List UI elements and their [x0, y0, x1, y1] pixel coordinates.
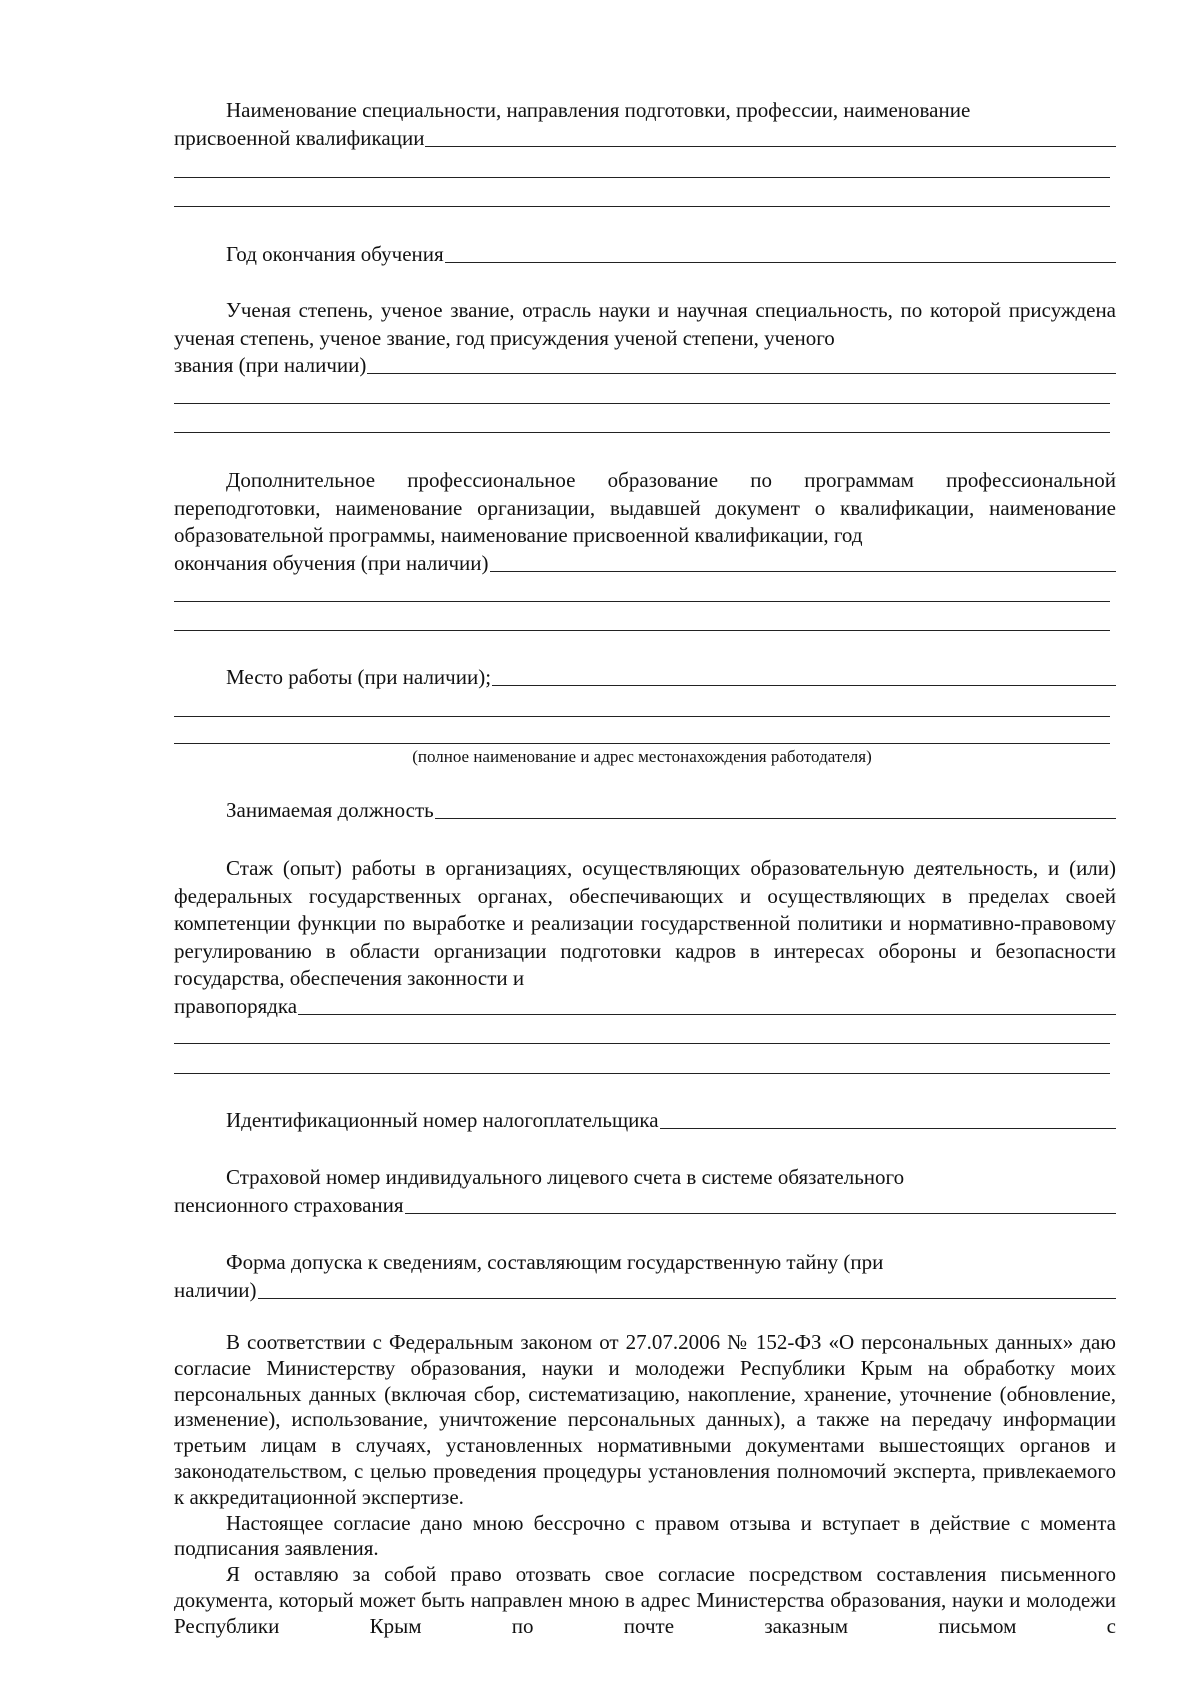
snils-underline	[405, 1212, 1116, 1214]
experience-line-2[interactable]	[174, 1043, 1110, 1044]
clearance-underline	[258, 1297, 1117, 1299]
snils-field	[174, 1164, 1116, 1219]
position-label: Занимаемая должность	[226, 798, 434, 822]
graduation-year-input[interactable]	[174, 241, 1116, 269]
clearance-label: наличии)	[174, 1277, 257, 1302]
graduation-year-label: Год окончания обучения	[226, 242, 444, 266]
workplace-line-3[interactable]	[174, 743, 1110, 744]
degree-field	[174, 297, 1116, 380]
specialty-field	[174, 97, 1116, 152]
degree-input[interactable]	[174, 352, 1116, 380]
degree-line-2[interactable]	[174, 403, 1110, 404]
workplace-input[interactable]	[174, 664, 1116, 692]
experience-underline	[298, 1013, 1116, 1015]
additional-education-line-3[interactable]	[174, 630, 1110, 631]
clearance-text-1: Форма допуска к сведениям, составляющим государственную тайну (при	[226, 1250, 884, 1274]
clearance-field	[174, 1249, 1116, 1304]
degree-text-1: Ученая степень, ученое звание, отрасль науки и научная специальность, по которой	[226, 298, 1001, 322]
degree-label: звания (при наличии)	[174, 353, 367, 378]
experience-field	[174, 855, 1116, 1021]
inn-underline	[660, 1127, 1116, 1129]
consent-paragraph-3: Я оставляю за собой право отозвать свое согласие посредством составления письменного документа, который может быть направлен мною в адрес Министерства образования, науки и молодежи Республики Крым по почте заказным письмом с	[174, 1562, 1116, 1638]
clearance-input[interactable]	[174, 1277, 1116, 1305]
workplace-label: Место работы (при наличии);	[226, 665, 492, 689]
snils-text-1: Страховой номер индивидуального лицевого счета в системе обязательного	[226, 1165, 905, 1189]
degree-text-2: присуждена ученая степень, ученое звание, год присуждения ученой степени, ученого	[174, 298, 1117, 350]
snils-label: пенсионного страхования	[174, 1192, 404, 1217]
workplace-caption: (полное наименование и адрес местонахождения работодателя)	[412, 747, 872, 766]
experience-label: правопорядка	[174, 993, 298, 1018]
specialty-text-1: Наименование специальности, направления подготовки, профессии, наименование	[226, 98, 971, 122]
position-underline	[435, 817, 1116, 819]
experience-text-3: пределах своей компетенции функции по выработке и реализации государственной	[174, 883, 1117, 936]
additional-education-field	[174, 467, 1116, 577]
additional-education-text-2: переподготовки, наименование организации, выдавшей документ о квалификации,	[174, 495, 975, 520]
experience-input[interactable]	[174, 993, 1116, 1021]
inn-input[interactable]	[174, 1107, 1116, 1135]
specialty-label: присвоенной квалификации	[174, 125, 425, 150]
experience-text-5: кадров в интересах обороны и безопасности государства, обеспечения законности и	[174, 938, 1117, 991]
specialty-line-2[interactable]	[174, 177, 1110, 178]
graduation-year-field	[174, 241, 1116, 269]
experience-line-3[interactable]	[174, 1073, 1110, 1074]
consent-paragraph-2: Настоящее согласие дано мною бессрочно с правом отзыва и вступает в действие с момента подписания заявления.	[174, 1510, 1117, 1561]
additional-education-input[interactable]	[174, 550, 1116, 578]
additional-education-text-1: Дополнительное профессиональное образование по программам профессиональной	[226, 468, 1116, 492]
workplace-field	[174, 664, 1116, 692]
consent-paragraph-1: В соответствии с Федеральным законом от 27.07.2006 № 152-ФЗ «О персональных данных» даю согласие Министерству образования, науки и молодежи Республики Крым на обработку моих персональных данных (включая сбор, систематизацию, накопление, хранение, уточнение (обновление, изменение), использование, уничтожение персональных данных), а также на передачу информации третьим лицам в случаях, установленных нормативными документами вышестоящих органов и законодательством, с целью проведения процедуры установления полномочий эксперта, привлекаемого к аккредитационной экспертизе.	[174, 1330, 1117, 1509]
inn-field	[174, 1107, 1116, 1135]
workplace-underline	[492, 684, 1116, 686]
specialty-line-3[interactable]	[174, 206, 1110, 207]
additional-education-underline	[490, 570, 1116, 572]
workplace-line-2[interactable]	[174, 716, 1110, 717]
additional-education-label: окончания обучения (при наличии)	[174, 550, 489, 575]
experience-text-1: Стаж (опыт) работы в организациях, осуществляющих образовательную деятельность,	[226, 856, 1039, 880]
consent-section	[174, 1330, 1116, 1640]
additional-education-line-2[interactable]	[174, 601, 1110, 602]
specialty-underline	[425, 145, 1116, 147]
snils-input[interactable]	[174, 1192, 1116, 1220]
specialty-input[interactable]	[174, 125, 1116, 153]
degree-line-3[interactable]	[174, 432, 1110, 433]
experience-text-2: и (или) федеральных государственных органах, обеспечивающих и осуществляющих в	[174, 856, 1117, 908]
additional-education-text-3: наименование образовательной программы, наименование присвоенной квалификации, год	[174, 495, 1116, 548]
experience-text-4: политики и нормативно-правовому регулированию в области организации подготовки	[174, 911, 1117, 963]
graduation-year-underline	[445, 261, 1116, 263]
position-field	[174, 797, 1116, 825]
position-input[interactable]	[174, 797, 1116, 825]
degree-underline	[367, 372, 1116, 374]
inn-label: Идентификационный номер налогоплательщика	[226, 1108, 659, 1132]
